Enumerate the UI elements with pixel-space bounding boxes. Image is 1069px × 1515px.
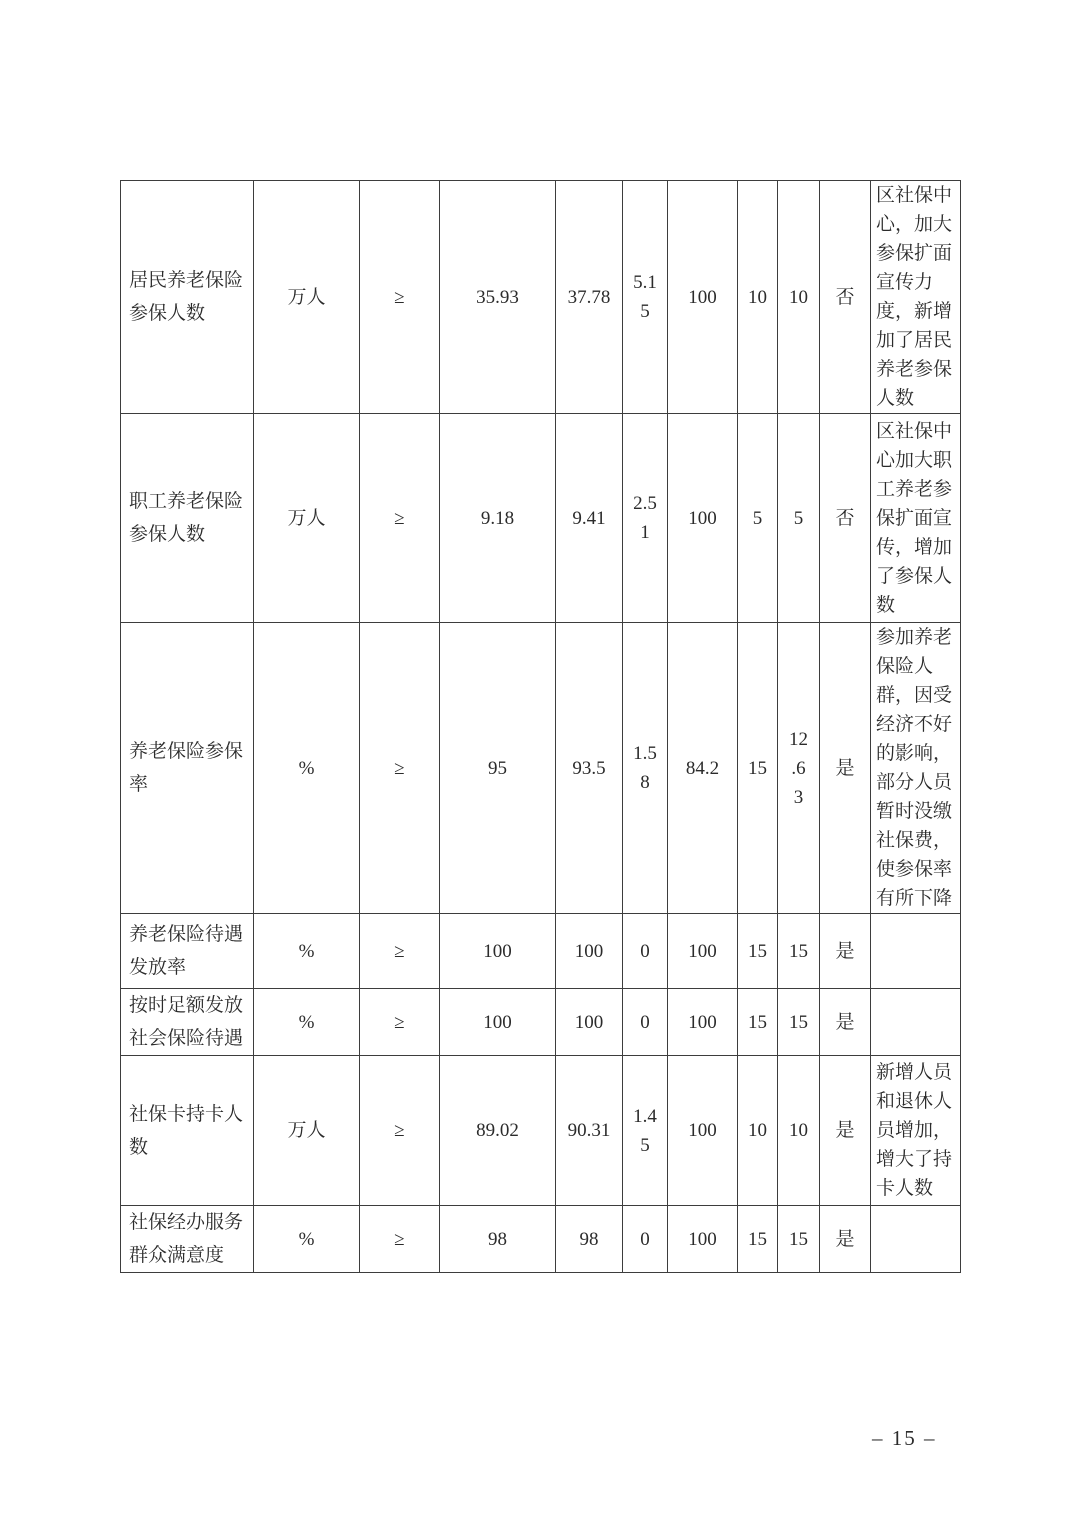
cell-target_value: 100 — [440, 989, 556, 1056]
cell-weight: 10 — [738, 1056, 778, 1206]
cell-completion_rate: 100 — [668, 414, 738, 623]
cell-remark — [871, 914, 961, 989]
cell-indicator: 养老保险待遇发放率 — [121, 914, 254, 989]
cell-weight: 15 — [738, 1206, 778, 1273]
cell-target_value: 95 — [440, 623, 556, 914]
cell-flag: 是 — [820, 914, 871, 989]
cell-score: 10 — [778, 181, 820, 414]
table-row — [121, 914, 961, 989]
cell-flag: 是 — [820, 1206, 871, 1273]
cell-deviation: 0 — [623, 1206, 668, 1273]
cell-target_value: 98 — [440, 1206, 556, 1273]
table-row — [121, 181, 961, 414]
cell-indicator: 养老保险参保率 — [121, 623, 254, 914]
cell-completion_rate: 100 — [668, 181, 738, 414]
cell-target_value: 35.93 — [440, 181, 556, 414]
cell-flag: 否 — [820, 181, 871, 414]
cell-operator: ≥ — [360, 1206, 440, 1273]
cell-unit: % — [254, 623, 360, 914]
cell-unit: % — [254, 989, 360, 1056]
cell-completion_rate: 100 — [668, 989, 738, 1056]
cell-unit: 万人 — [254, 1056, 360, 1206]
cell-target_value: 89.02 — [440, 1056, 556, 1206]
cell-flag: 是 — [820, 623, 871, 914]
cell-operator: ≥ — [360, 989, 440, 1056]
cell-deviation: 0 — [623, 989, 668, 1056]
table-row — [121, 1056, 961, 1206]
page-number: – 15 – — [872, 1426, 937, 1450]
cell-actual_value: 37.78 — [556, 181, 623, 414]
cell-score: 15 — [778, 989, 820, 1056]
cell-completion_rate: 100 — [668, 914, 738, 989]
cell-deviation: 1.58 — [623, 623, 668, 914]
table-row — [121, 414, 961, 623]
cell-score: 5 — [778, 414, 820, 623]
cell-indicator: 社保卡持卡人数 — [121, 1056, 254, 1206]
cell-actual_value: 90.31 — [556, 1056, 623, 1206]
cell-score: 12.63 — [778, 623, 820, 914]
cell-actual_value: 100 — [556, 914, 623, 989]
cell-unit: 万人 — [254, 414, 360, 623]
cell-operator: ≥ — [360, 623, 440, 914]
cell-operator: ≥ — [360, 1056, 440, 1206]
cell-target_value: 100 — [440, 914, 556, 989]
cell-remark: 参加养老保险人群，因受经济不好的影响，部分人员暂时没缴社保费，使参保率有所下降 — [871, 623, 961, 914]
cell-flag: 否 — [820, 414, 871, 623]
cell-target_value: 9.18 — [440, 414, 556, 623]
cell-weight: 10 — [738, 181, 778, 414]
cell-actual_value: 93.5 — [556, 623, 623, 914]
cell-indicator: 职工养老保险参保人数 — [121, 414, 254, 623]
cell-deviation: 0 — [623, 914, 668, 989]
cell-weight: 15 — [738, 914, 778, 989]
cell-indicator: 按时足额发放社会保险待遇 — [121, 989, 254, 1056]
table-row — [121, 1206, 961, 1273]
cell-actual_value: 98 — [556, 1206, 623, 1273]
cell-score: 10 — [778, 1056, 820, 1206]
cell-unit: % — [254, 1206, 360, 1273]
cell-completion_rate: 84.2 — [668, 623, 738, 914]
cell-completion_rate: 100 — [668, 1056, 738, 1206]
cell-flag: 是 — [820, 1056, 871, 1206]
cell-deviation: 1.45 — [623, 1056, 668, 1206]
cell-deviation: 5.15 — [623, 181, 668, 414]
cell-actual_value: 100 — [556, 989, 623, 1056]
table-row — [121, 623, 961, 914]
cell-operator: ≥ — [360, 914, 440, 989]
cell-operator: ≥ — [360, 414, 440, 623]
cell-remark: 新增人员和退休人员增加，增大了持卡人数 — [871, 1056, 961, 1206]
cell-deviation: 2.51 — [623, 414, 668, 623]
cell-remark: 区社保中心，加大参保扩面宣传力度，新增加了居民养老参保人数 — [871, 181, 961, 414]
cell-indicator: 居民养老保险参保人数 — [121, 181, 254, 414]
cell-completion_rate: 100 — [668, 1206, 738, 1273]
cell-weight: 5 — [738, 414, 778, 623]
indicator-table — [120, 180, 961, 1273]
cell-remark: 区社保中心加大职工养老参保扩面宣传，增加了参保人数 — [871, 414, 961, 623]
indicator-table-body — [121, 181, 961, 1273]
cell-actual_value: 9.41 — [556, 414, 623, 623]
cell-unit: % — [254, 914, 360, 989]
cell-flag: 是 — [820, 989, 871, 1056]
table-row — [121, 989, 961, 1056]
cell-score: 15 — [778, 914, 820, 989]
cell-weight: 15 — [738, 989, 778, 1056]
cell-indicator: 社保经办服务群众满意度 — [121, 1206, 254, 1273]
cell-score: 15 — [778, 1206, 820, 1273]
cell-remark — [871, 989, 961, 1056]
cell-weight: 15 — [738, 623, 778, 914]
cell-operator: ≥ — [360, 181, 440, 414]
cell-remark — [871, 1206, 961, 1273]
cell-unit: 万人 — [254, 181, 360, 414]
